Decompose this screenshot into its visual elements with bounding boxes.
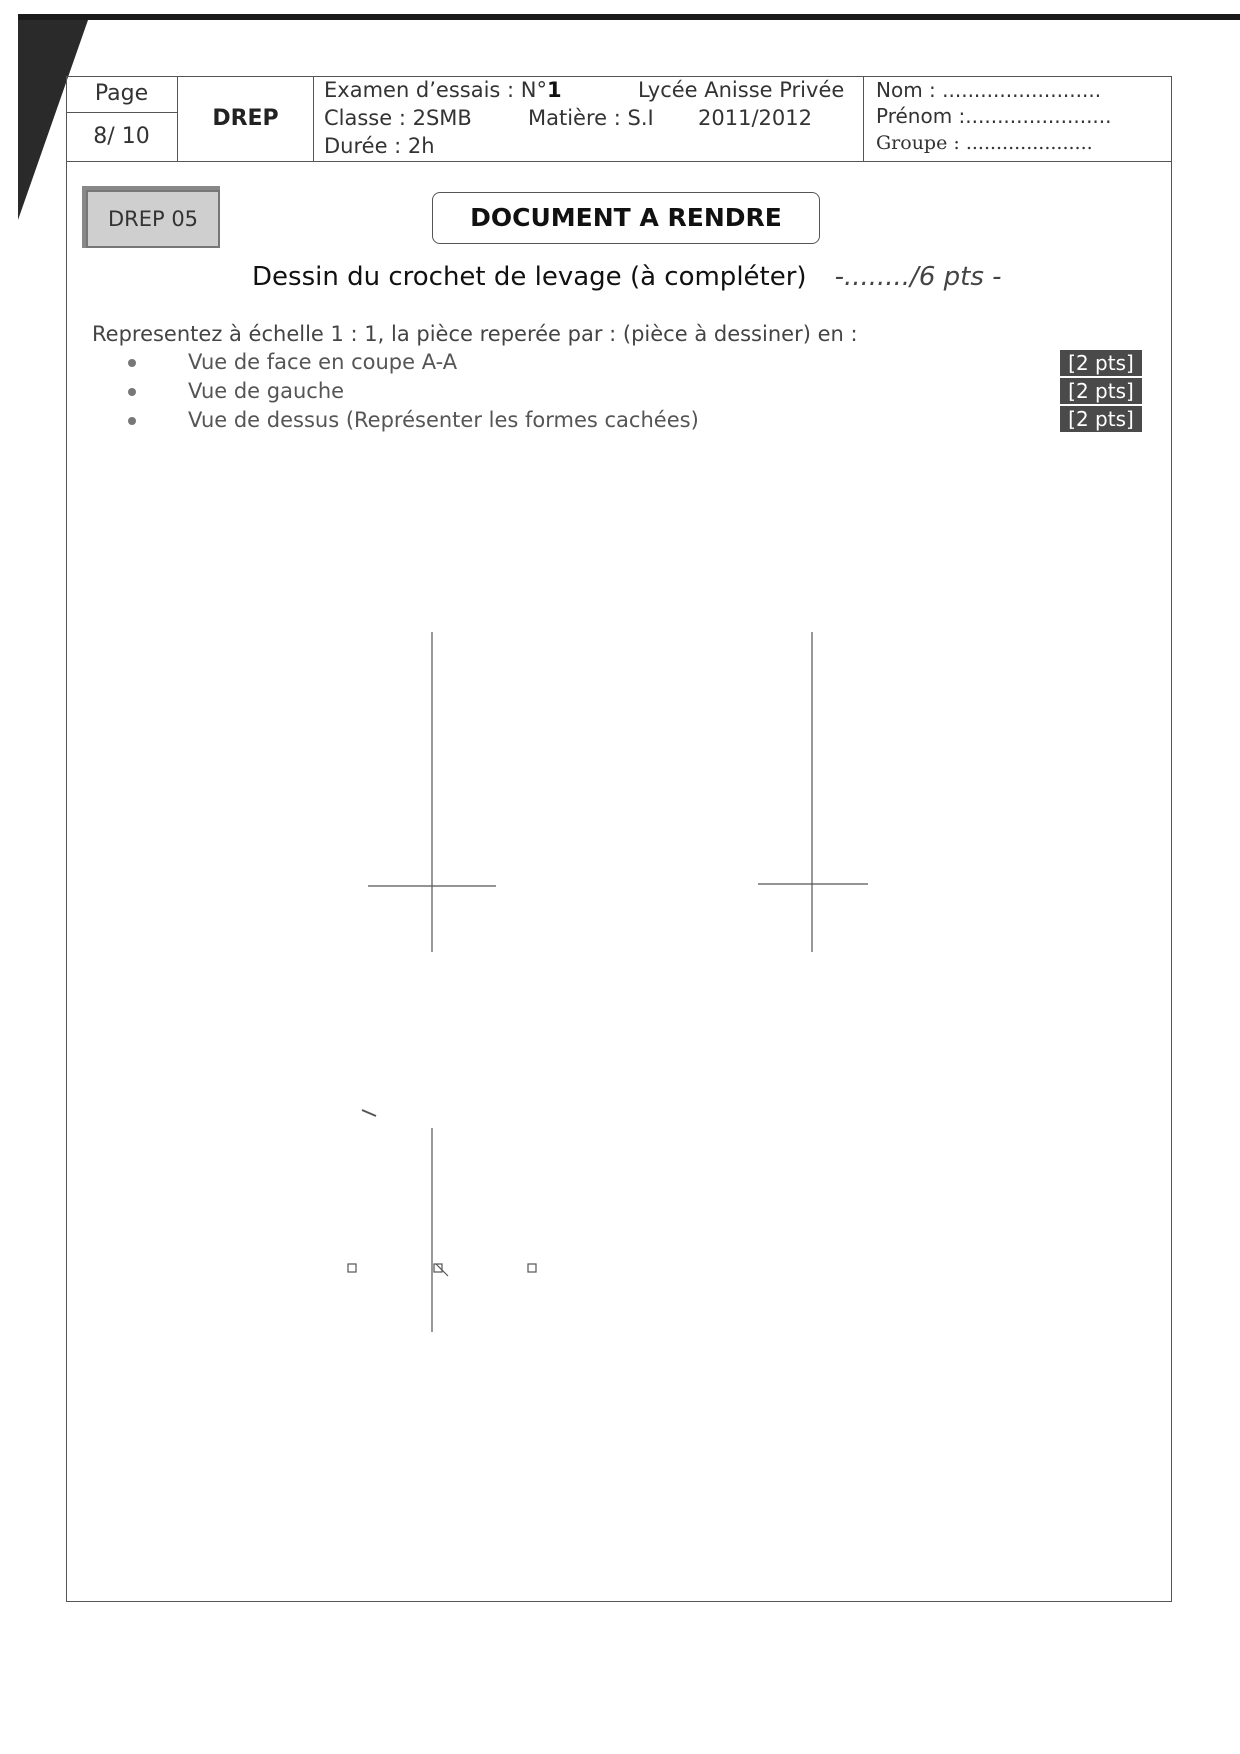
prenom-field[interactable]: Prénom :....................... [876,104,1112,128]
duree: Durée : 2h [324,134,435,158]
points-badge: [2 pts] [1060,350,1142,376]
instruction-label: Vue de dessus (Représenter les formes cachées) [188,408,699,432]
drep-tag: DREP 05 [86,190,220,248]
nom-field[interactable]: Nom : ......................... [876,78,1102,102]
exam-number: 1 [547,78,562,102]
lycee-name: Lycée Anisse Privée [638,78,845,102]
scan-speck [362,1110,376,1116]
points-badge: [2 pts] [1060,378,1142,404]
instruction-label: Vue de face en coupe A-A [188,350,458,374]
instruction-label: Vue de gauche [188,379,345,403]
school-year: 2011/2012 [698,106,812,130]
classe: Classe : 2SMB [324,106,472,130]
page-number: 8/ 10 [93,124,150,149]
document-title: DOCUMENT A RENDRE [432,192,820,244]
points-badge: [2 pts] [1060,406,1142,432]
exam-line: Examen d’essais : N°1 [324,78,562,102]
subtitle-text: Dessin du crochet de levage (à compléter) [252,262,807,292]
groupe-field[interactable]: Groupe : ..................... [876,132,1093,154]
instructions-intro: Representez à échelle 1 : 1, la pièce reperée par : (pièce à dessiner) en : [92,322,858,346]
subtitle-score: -......../6 pts - [834,262,1002,292]
top-view-marker [528,1264,536,1272]
drep-label: DREP [178,76,314,162]
matiere: Matière : S.I [528,106,654,130]
page-label: Page [66,76,177,113]
top-view-marker [348,1264,356,1272]
